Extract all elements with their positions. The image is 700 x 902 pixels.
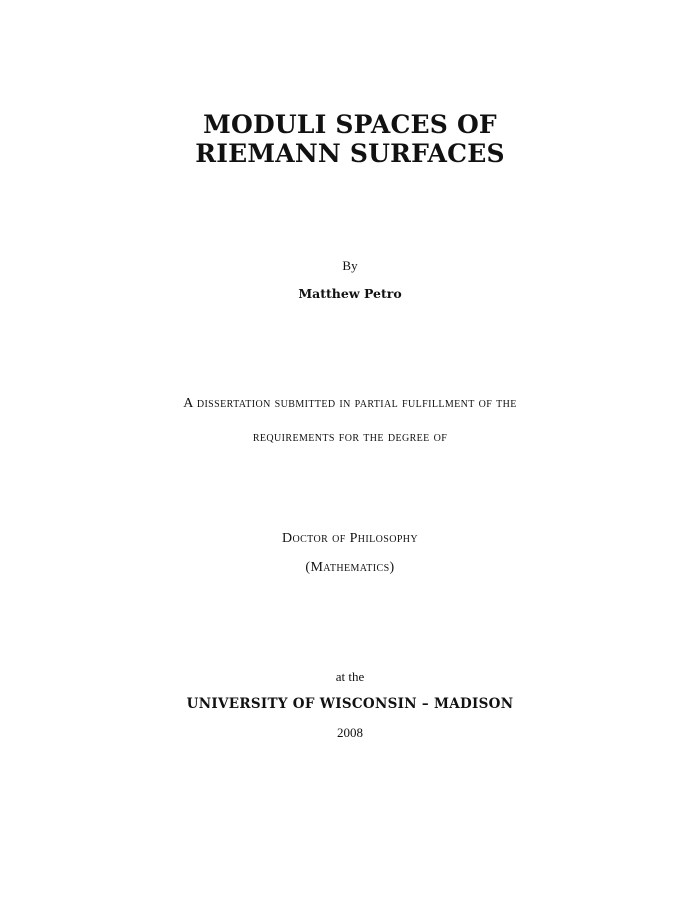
dissertation-title-line-2: RIEMANN SURFACES <box>195 139 505 168</box>
statement-line-2: requirements for the degree of <box>252 430 448 445</box>
author-name: Matthew Petro <box>298 286 402 301</box>
by-label: By <box>342 258 358 273</box>
at-the-label: at the <box>335 669 365 684</box>
dissertation-title-line-1: MODULI SPACES OF <box>203 110 497 139</box>
degree-name: Doctor of Philosophy <box>281 531 419 546</box>
statement-line-1: A dissertation submitted in partial fulfillment of the <box>183 396 517 411</box>
university-name: UNIVERSITY OF WISCONSIN – MADISON <box>186 696 514 712</box>
year: 2008 <box>337 725 363 740</box>
degree-field: (Mathematics) <box>305 560 395 575</box>
